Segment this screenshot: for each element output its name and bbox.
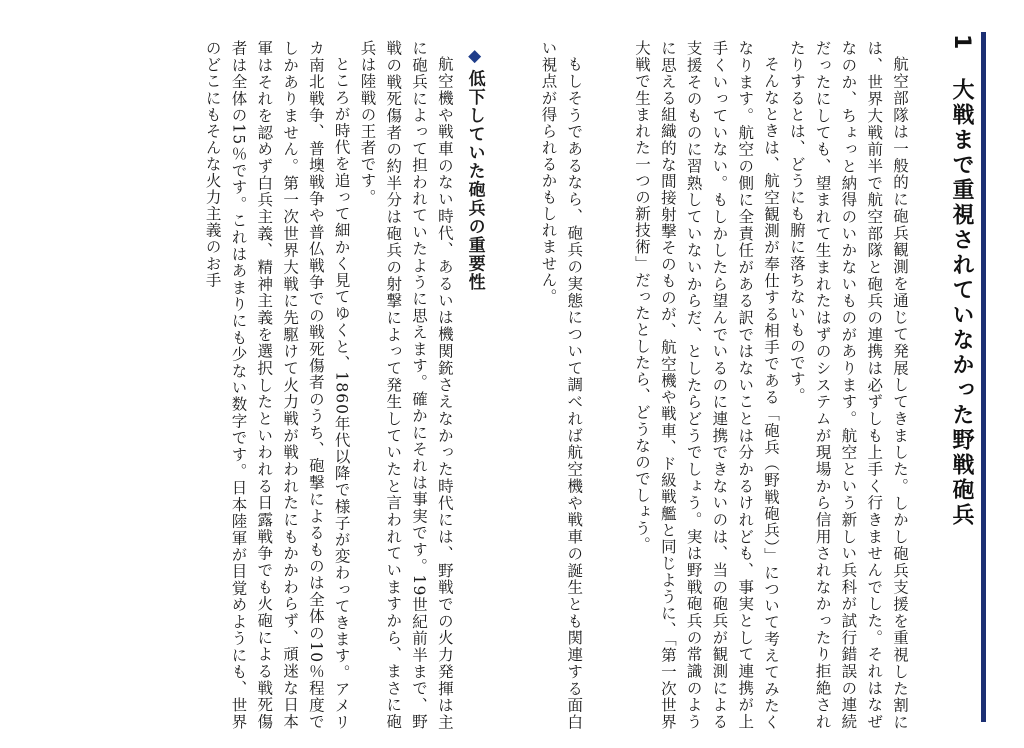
section-heading — [461, 40, 487, 730]
paragraph: ところが時代を追って細かく見てゆくと、1860年代以降で様子が変わってきます。アメリカ南北戦争、普墺戦争や普仏戦争での戦死傷者のうち、砲撃によるものは全体の10％程度でしかありません。第一次世界大戦に先駆けて火力戦が戦われたにもかかわらず、頑迷な日本軍はそれを認めず白兵主義、精神主義を選択したといわれる日露戦争でも火砲による戦死傷者は全体の15％です。これはあまりにも少ない数字です。日本陸軍が目覚めようにも、世界のどこにもそんな火力主義のお手 — [203, 40, 351, 730]
paragraph: もしそうであるなら、砲兵の実態について調べれば航空機や戦車の誕生とも関連する面白い視点が得られるかもしれません。 — [539, 40, 584, 730]
diamond-icon: ◆ — [464, 46, 485, 68]
chapter-heading — [946, 34, 976, 714]
section-spacer — [493, 40, 535, 730]
chapter-number: 1 — [949, 34, 974, 50]
paragraph: そんなときは、航空観測が奉仕する相手である「砲兵（野戦砲兵）」について考えてみたくなります。航空の側に全責任がある訳ではないことは分かるけれども、事実として連携が上手くいっていない。もしかしたら望んでいるのに連携できないのは、当の砲兵が観測による支援そのものに習熟していないからだ、としたらどうでしょう。実は野戦砲兵の常識のように思える組織的な間接射撃そのものが、航空機や戦車、ド級戦艦と同じように、「第一次世界大戦で生まれた一つの新技術」だったとしたら、どうなのでしょう。 — [633, 40, 781, 730]
section-title: 低下していた砲兵の重要性 — [464, 69, 485, 292]
chapter-rule — [981, 32, 986, 722]
body-text — [199, 40, 912, 730]
paragraph: 航空機や戦車のない時代、あるいは機関銃さえなかった時代には、野戦での火力発揮は主に砲兵によって担われていたように思えます。確かにそれは事実です。19世紀前半まで、野戦の戦死傷者の約半分は砲兵の射撃によって発生していたと言われていますから、まさに砲兵は陸戦の王者です。 — [358, 40, 454, 730]
paragraph-spacer — [586, 40, 628, 730]
paragraph: 航空部隊は一般的に砲兵観測を通じて発展してきました。しかし砲兵支援を重視した割には、世界大戦前半で航空部隊と砲兵の連携は必ずしも上手く行きませんでした。それはなぜなのか、ちょっと納得のいかないものがあります。航空という新しい兵科が試行錯誤の連続だったにしても、望まれて生まれたはずのシステムが現場から信用されなかったり拒絶されたりするとは、どうにも腑に落ちないものです。 — [787, 40, 909, 730]
chapter-title: 大戦まで重視されていなかった野戦砲兵 — [949, 77, 974, 528]
